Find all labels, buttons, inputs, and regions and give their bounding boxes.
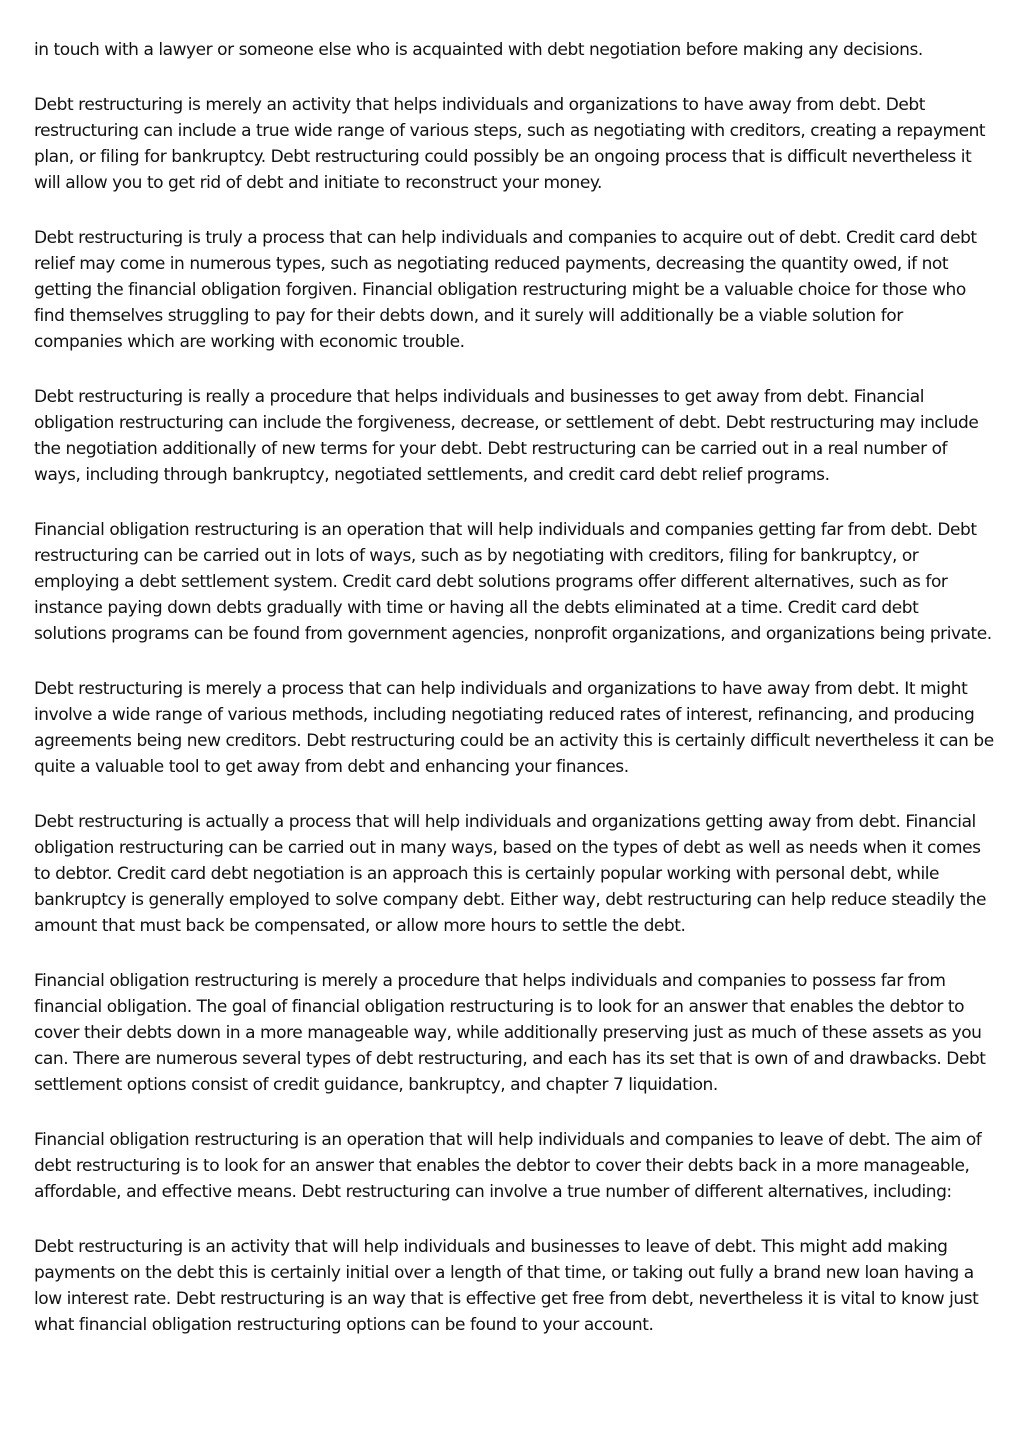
paragraph: Debt restructuring is actually a process that will help individuals and organizations getting away from debt. Financial obligation restructuring can be carried out in many ways, based on the types of debt as well as needs when it comes to debtor. Credit card debt negotiation is an approach this is certainly popular working with personal debt, while bankruptcy is generally employed to solve company debt. Either way, debt restructuring can help reduce steadily the amount that must back be compensated, or allow more hours to settle the debt. bbox=[34, 812, 987, 936]
paragraph: Financial obligation restructuring is merely a procedure that helps individuals and companies to possess far from financial obligation. The goal of financial obligation restructuring is to look for an answer that enables the debtor to cover their debts down in a more manageable way, while additionally preserving just as much of these assets as you can. There are numerous several types of debt restructuring, and each has its set that is own of and drawbacks. Debt settlement options consist of credit guidance, bankruptcy, and chapter 7 liquidation. bbox=[34, 971, 986, 1095]
paragraph: Financial obligation restructuring is an operation that will help individuals and companies getting far from debt. Debt restructuring can be carried out in lots of ways, such as by negotiating with creditors, filing for bankruptcy, or employing a debt settlement system. Credit card debt solutions programs offer different alternatives, such as for instance paying down debts gradually with time or having all the debts eliminated at a time. Credit card debt solutions programs can be found from government agencies, nonprofit organizations, and organizations being private. bbox=[34, 520, 992, 644]
paragraph: Debt restructuring is merely a process that can help individuals and organizations to have away from debt. It might involve a wide range of various methods, including negotiating reduced rates of interest, refinancing, and producing agreements being new creditors. Debt restructuring could be an activity this is certainly difficult nevertheless it can be quite a valuable tool to get away from debt and enhancing your finances. bbox=[34, 679, 994, 777]
paragraph: Debt restructuring is an activity that will help individuals and businesses to leave of debt. This might add making payments on the debt this is certainly initial over a length of that time, or taking out fully a brand new loan having a low interest rate. Debt restructuring is an way that is effective get free from debt, nevertheless it is vital to know just what financial obligation restructuring options can be found to your account. bbox=[34, 1237, 979, 1335]
document-body bbox=[34, 37, 994, 1367]
paragraph: Debt restructuring is merely an activity that helps individuals and organizations to have away from debt. Debt restructuring can include a true wide range of various steps, such as negotiating with creditors, creating a repayment plan, or filing for bankruptcy. Debt restructuring could possibly be an ongoing process that is difficult nevertheless it will allow you to get rid of debt and initiate to reconstruct your money. bbox=[34, 95, 986, 193]
paragraph: in touch with a lawyer or someone else who is acquainted with debt negotiation before making any decisions. bbox=[34, 40, 923, 60]
paragraph: Financial obligation restructuring is an operation that will help individuals and companies to leave of debt. The aim of debt restructuring is to look for an answer that enables the debtor to cover their debts back in a more manageable, affordable, and effective means. Debt restructuring can involve a true number of different alternatives, including: bbox=[34, 1130, 982, 1202]
paragraph: Debt restructuring is really a procedure that helps individuals and businesses to get away from debt. Financial obligation restructuring can include the forgiveness, decrease, or settlement of debt. Debt restructuring may include the negotiation additionally of new terms for your debt. Debt restructuring can be carried out in a real number of ways, including through bankruptcy, negotiated settlements, and credit card debt relief programs. bbox=[34, 387, 979, 485]
paragraph: Debt restructuring is truly a process that can help individuals and companies to acquire out of debt. Credit card debt relief may come in numerous types, such as negotiating reduced payments, decreasing the quantity owed, if not getting the financial obligation forgiven. Financial obligation restructuring might be a valuable choice for those who find themselves struggling to pay for their debts down, and it surely will additionally be a viable solution for companies which are working with economic trouble. bbox=[34, 228, 977, 352]
